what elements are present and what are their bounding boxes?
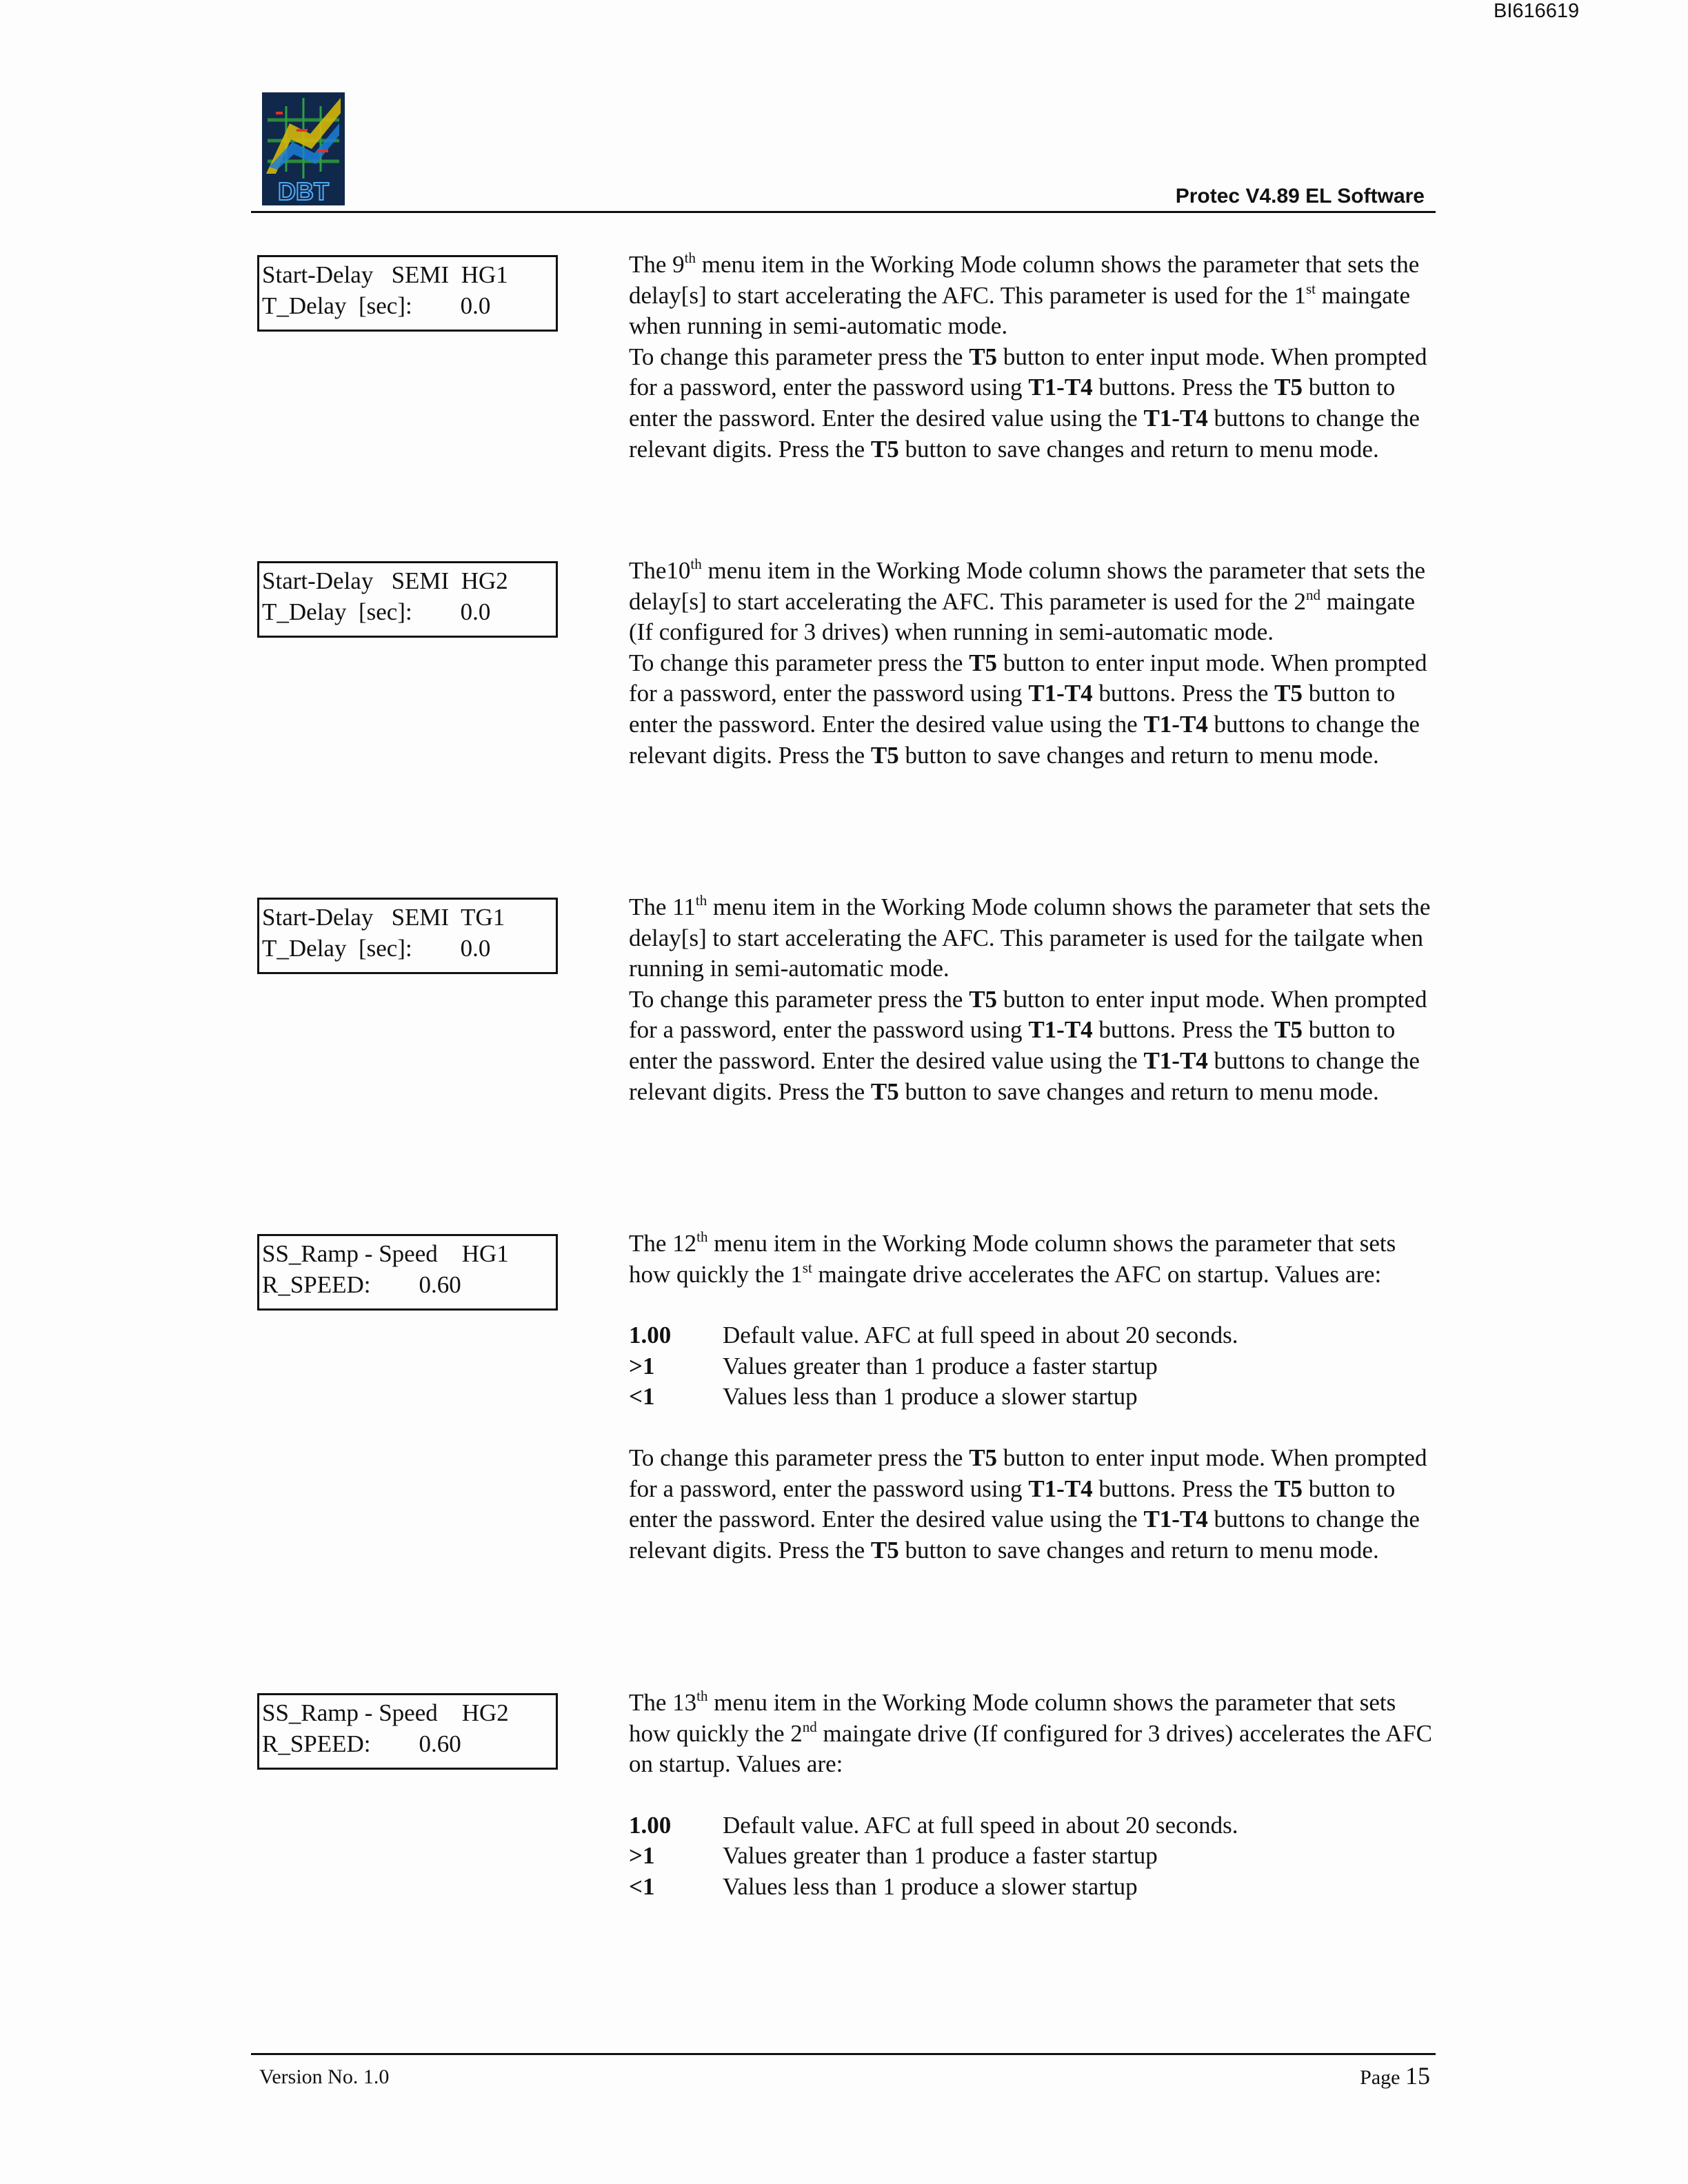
footer-version: Version No. 1.0 (259, 2065, 390, 2088)
instructions-paragraph: To change this parameter press the T5 button to enter input mode. When prompted for a password, enter the password using T1-T4 buttons. Press the T5 button to enter the password. Enter the desired value using the T1-T4 buttons to change the relevant digits. Press the T5 button to save changes and return to menu mode. (629, 343, 1427, 463)
values-table (629, 1320, 1443, 1413)
section-description (629, 1228, 1443, 1566)
section-description (629, 892, 1443, 1107)
values-row: 1.00 Default value. AFC at full speed in about 20 seconds. (629, 1322, 1238, 1349)
dbt-logo (262, 92, 345, 205)
values-row: 1.00 Default value. AFC at full speed in about 20 seconds. (629, 1811, 1238, 1839)
document-id: BI616619 (1494, 0, 1580, 22)
section-description (629, 1688, 1443, 1933)
lcd-line-2: T_Delay [sec]: 0.0 (262, 292, 491, 319)
lcd-display-ramp-speed-hg1 (257, 1234, 558, 1311)
lcd-line-1: SS_Ramp - Speed HG2 (262, 1699, 509, 1726)
values-row: >1 Values greater than 1 produce a faster startup (629, 1352, 1158, 1379)
lcd-line-2: T_Delay [sec]: 0.0 (262, 598, 491, 625)
section-description (629, 556, 1443, 771)
instructions-paragraph: To change this parameter press the T5 button to enter input mode. When prompted for a password, enter the password using T1-T4 buttons. Press the T5 button to enter the password. Enter the desired value using the T1-T4 buttons to change the relevant digits. Press the T5 button to save changes and return to menu mode. (629, 1444, 1427, 1564)
section-description (629, 250, 1443, 465)
lcd-line-1: Start-Delay SEMI HG1 (262, 261, 508, 288)
lcd-display-ramp-speed-hg2 (257, 1693, 558, 1770)
page-number: 15 (1405, 2062, 1430, 2090)
intro-paragraph: The 9th menu item in the Working Mode column shows the parameter that sets the delay[s] to start accelerating the AFC. This parameter is used for the 1st maingate when running in semi-automatic mode. (629, 250, 1420, 340)
values-row: <1 Values less than 1 produce a slower startup (629, 1872, 1138, 1900)
intro-paragraph: The 11th menu item in the Working Mode column shows the parameter that sets the delay[s] to start accelerating the AFC. This parameter is used for the tailgate when running in semi-automatic mode. (629, 892, 1431, 982)
lcd-display-start-delay-hg2 (257, 561, 558, 638)
instructions-paragraph: To change this parameter press the T5 button to enter input mode. When prompted for a password, enter the password using T1-T4 buttons. Press the T5 button to enter the password. Enter the desired value using the T1-T4 buttons to change the relevant digits. Press the T5 button to save changes and return to menu mode. (629, 985, 1427, 1105)
lcd-line-1: Start-Delay SEMI TG1 (262, 904, 505, 931)
intro-paragraph: The10th menu item in the Working Mode column shows the parameter that sets the delay[s] to start accelerating the AFC. This parameter is used for the 2nd maingate (If configured for 3 drives) when running in semi-automatic mode. (629, 556, 1425, 646)
lcd-display-start-delay-tg1 (257, 898, 558, 974)
lcd-line-1: SS_Ramp - Speed HG1 (262, 1240, 509, 1267)
lcd-line-1: Start-Delay SEMI HG2 (262, 567, 508, 594)
intro-paragraph: The 13th menu item in the Working Mode column shows the parameter that sets how quickly the 2nd maingate drive (If configured for 3 drives) accelerates the AFC on startup. Values are: (629, 1688, 1432, 1778)
values-row: >1 Values greater than 1 produce a faster startup (629, 1842, 1158, 1870)
instructions-paragraph: To change this parameter press the T5 button to enter input mode. When prompted for a password, enter the password using T1-T4 buttons. Press the T5 button to enter the password. Enter the desired value using the T1-T4 buttons to change the relevant digits. Press the T5 button to save changes and return to menu mode. (629, 649, 1427, 769)
svg-text:DBT: DBT (278, 177, 329, 205)
footer-page (1360, 2061, 1430, 2090)
footer-rule (251, 2053, 1436, 2055)
values-row: <1 Values less than 1 produce a slower startup (629, 1383, 1138, 1410)
header-title: Protec V4.89 EL Software (1175, 185, 1425, 208)
lcd-line-2: R_SPEED: 0.60 (262, 1271, 461, 1298)
lcd-display-start-delay-hg1 (257, 255, 558, 332)
header-rule (251, 211, 1436, 213)
lcd-line-2: T_Delay [sec]: 0.0 (262, 935, 491, 962)
lcd-line-2: R_SPEED: 0.60 (262, 1730, 461, 1757)
page-label: Page (1360, 2066, 1405, 2089)
intro-paragraph: The 12th menu item in the Working Mode column shows the parameter that sets how quickly the 1st maingate drive accelerates the AFC on startup. Values are: (629, 1228, 1396, 1288)
values-table (629, 1810, 1443, 1903)
